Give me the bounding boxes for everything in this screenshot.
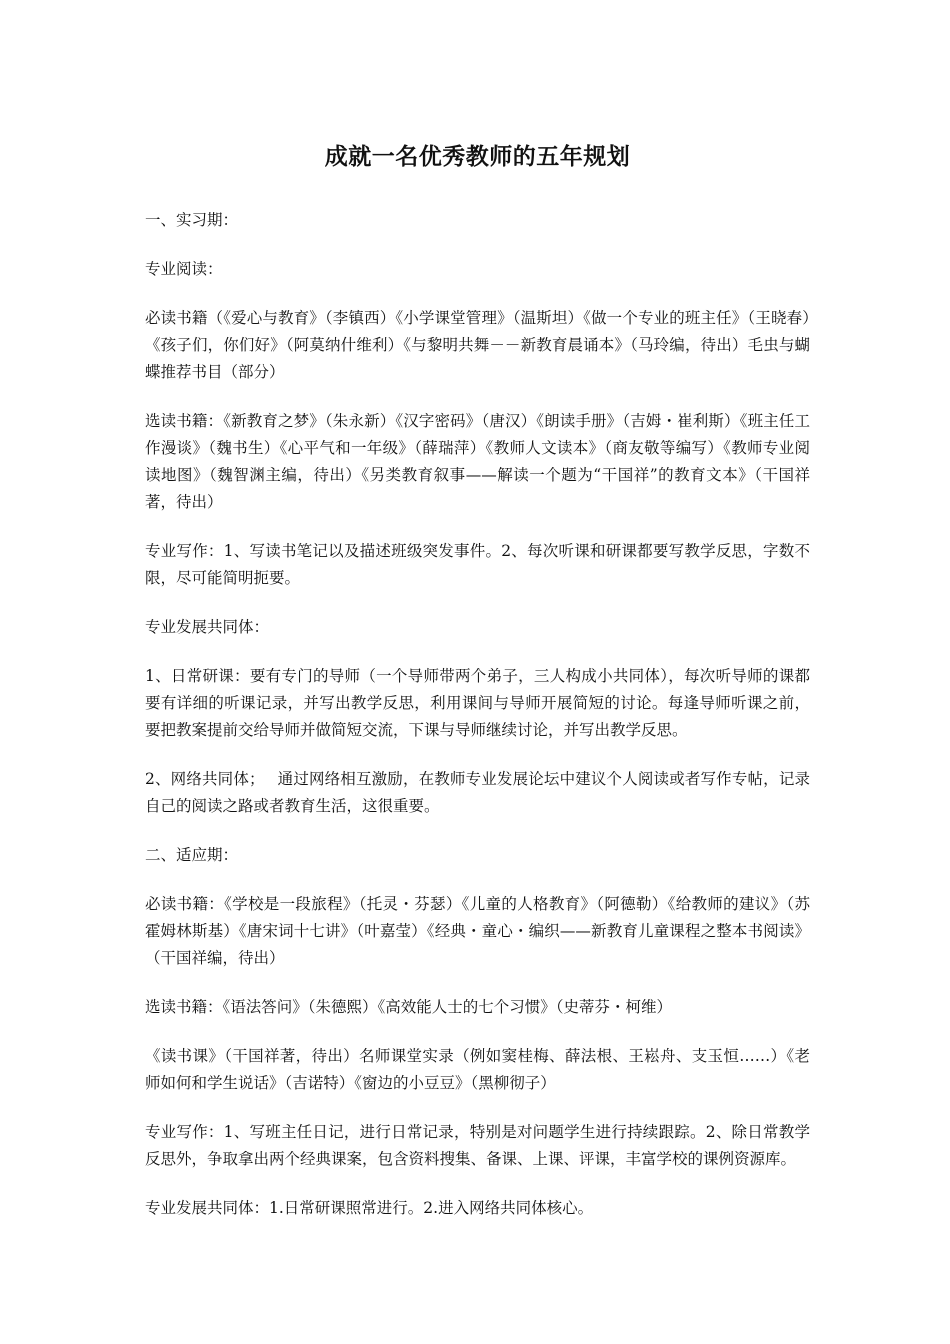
paragraph-required-books-2: 必读书籍：《学校是一段旅程》（托灵・芬瑟）《儿童的人格教育》（阿德勒）《给教师的建议》（苏霍姆林斯基）《唐宋词十七讲》（叶嘉莹）《经典・童心・编织——新教育儿童课程之整本书阅读》（干国祥编，待出）: [145, 895, 810, 967]
section-heading-adaptation: 二、适应期：: [145, 846, 239, 864]
document-title: 成就一名优秀教师的五年规划: [324, 143, 631, 170]
paragraph-optional-books: 选读书籍：《新教育之梦》（朱永新）《汉字密码》（唐汉）《朗读手册》（吉姆・崔利斯）《班主任工作漫谈》（魏书生）《心平气和一年级》（薛瑞萍）《教师人文读本》（商友敬等编写）《教师专业阅读地图》（魏智渊主编，待出）《另类教育叙事——解读一个题为“干国祥”的教育文本》（干国祥著，待出）: [145, 412, 810, 511]
paragraph-professional-writing: 专业写作：1、写读书笔记以及描述班级突发事件。2、每次听课和研课都要写教学反思，字数不限，尽可能简明扼要。: [145, 542, 810, 587]
section-heading-internship: 一、实习期：: [145, 211, 239, 229]
subheading-professional-reading: 专业阅读：: [145, 260, 223, 278]
paragraph-daily-lesson-study: 1、日常研课：要有专门的导师（一个导师带两个弟子，三人构成小共同体），每次听导师的课都要有详细的听课记录，并写出教学反思，利用课间与导师开展简短的讨论。每逢导师听课之前，要把教案提前交给导师并做简短交流，下课与导师继续讨论，并写出教学反思。: [145, 667, 810, 739]
paragraph-optional-books-2: 选读书籍：《语法答问》（朱德熙）《高效能人士的七个习惯》（史蒂芬・柯维）: [145, 998, 673, 1016]
paragraph-professional-writing-2: 专业写作：1、写班主任日记，进行日常记录，特别是对问题学生进行持续跟踪。2、除日常教学反思外，争取拿出两个经典课案，包含资料搜集、备课、上课、评课，丰富学校的课例资源库。: [145, 1123, 810, 1168]
paragraph-online-community: 2、网络共同体； 通过网络相互激励，在教师专业发展论坛中建议个人阅读或者写作专帖，记录自己的阅读之路或者教育生活，这很重要。: [145, 770, 810, 815]
paragraph-book-list-continued: 《读书课》（干国祥著，待出）名师课堂实录（例如窦桂梅、薛法根、王崧舟、支玉恒……）《老师如何和学生说话》（吉诺特）《窗边的小豆豆》（黑柳彻子）: [145, 1047, 810, 1092]
paragraph-required-books: 必读书籍（《爱心与教育》（李镇西）《小学课堂管理》（温斯坦）《做一个专业的班主任》（王晓春）《孩子们，你们好》（阿莫纳什维利）《与黎明共舞－－新教育晨诵本》（马玲编，待出）毛虫与蝴蝶推荐书目（部分）: [145, 309, 810, 381]
subheading-development-community: 专业发展共同体：: [145, 618, 270, 636]
paragraph-development-community-2: 专业发展共同体：1.日常研课照常进行。2.进入网络共同体核心。: [145, 1199, 594, 1217]
